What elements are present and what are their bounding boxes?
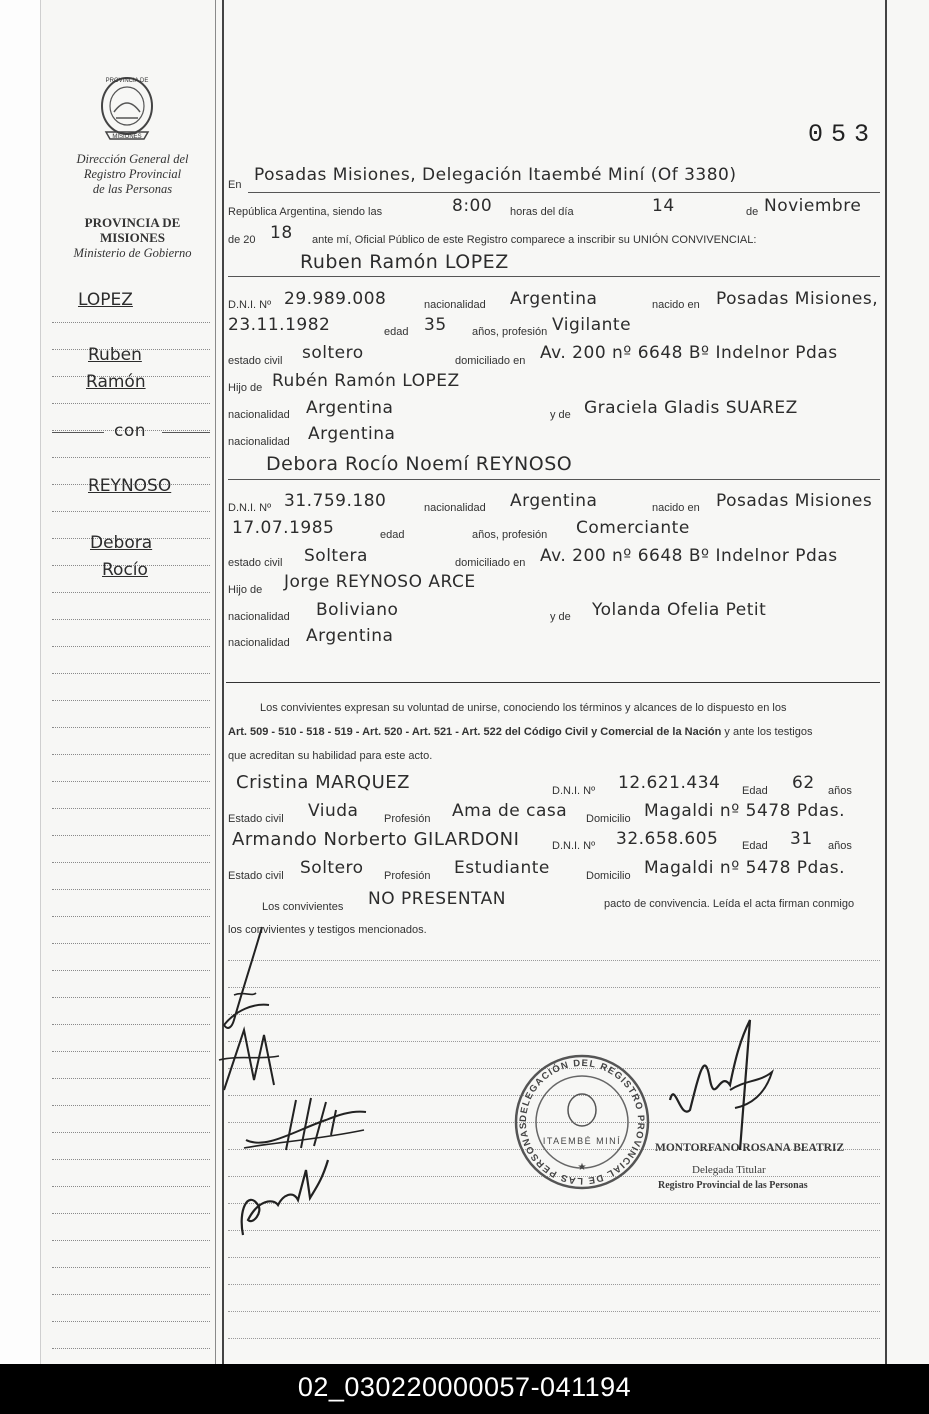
margin-ruled-line (52, 1078, 210, 1079)
left-binding-edge (0, 0, 41, 1364)
value-p1-profession: Vigilante (552, 315, 632, 335)
province-seal-icon (96, 72, 158, 142)
margin-ruled-line (52, 619, 210, 620)
body-ruled-line (228, 1257, 880, 1258)
label-p2-anos: años, profesión (472, 529, 548, 541)
line-place (248, 192, 880, 193)
official-signature-icon (660, 1010, 790, 1160)
value-month: Noviembre (764, 196, 862, 216)
body-ruled-line (228, 987, 880, 988)
margin-ruled-line (52, 1051, 210, 1052)
margin-surname-1: LOPEZ (78, 290, 133, 310)
label-p2-domiciliado: domiciliado en (455, 557, 526, 569)
label-p1-dni: D.N.I. Nº (228, 299, 272, 311)
value-p1-age: 35 (424, 315, 447, 335)
margin-dash-left (52, 432, 104, 433)
margin-ruled-line (52, 1186, 210, 1187)
margin-ruled-line (52, 997, 210, 998)
label-p1-hijo: Hijo de (228, 382, 263, 394)
label-comparece: ante mí, Oficial Público de este Registro comparece a inscribir su UNIÓN CONVIVENCIAL: (312, 234, 757, 246)
value-w1-address: Magaldi nº 5478 Pdas. (644, 801, 846, 821)
value-w2-profession: Estudiante (454, 858, 550, 878)
value-p1-father: Rubén Ramón LOPEZ (272, 371, 460, 391)
value-place: Posadas Misiones, Delegación Itaembé Miní (Of 3380) (254, 165, 737, 185)
margin-ruled-line (52, 673, 210, 674)
value-p2-nationality: Argentina (510, 491, 598, 511)
margin-ruled-line (52, 916, 210, 917)
margin-ruled-line (52, 1348, 210, 1349)
margin-ruled-line (52, 1267, 210, 1268)
value-p1-birthdate: 23.11.1982 (228, 315, 331, 335)
margin-ruled-line (52, 1321, 210, 1322)
label-w1-profesion: Profesión (384, 813, 431, 825)
value-p1-mother: Graciela Gladis SUAREZ (584, 398, 798, 418)
value-w2-age: 31 (790, 829, 813, 849)
margin-ruled-line (52, 1024, 210, 1025)
margin-ruled-line (52, 592, 210, 593)
legal-para-3: que acreditan su habilidad para este acto. (228, 750, 433, 762)
label-w2-edad: Edad (742, 840, 768, 852)
label-de: de (746, 206, 759, 218)
margin-ruled-line (52, 322, 210, 323)
value-p2-profession: Comerciante (576, 518, 690, 538)
label-p1-domiciliado: domiciliado en (455, 355, 526, 367)
body-ruled-line (228, 1338, 880, 1339)
margin-ruled-line (52, 1159, 210, 1160)
margin-dash-right (162, 432, 210, 433)
label-p2-nacido: nacido en (652, 502, 700, 514)
label-p2-nacionalidad: nacionalidad (424, 502, 486, 514)
margin-ruled-line (52, 889, 210, 890)
value-w1-dni: 12.621.434 (618, 773, 721, 793)
value-year: 18 (270, 223, 293, 243)
margin-given-2b: Rocío (102, 560, 148, 580)
label-p1-mother-nat: nacionalidad (228, 436, 290, 448)
value-p1-birthplace: Posadas Misiones, (716, 289, 879, 309)
value-p1-father-nat: Argentina (306, 398, 394, 418)
label-p1-nacionalidad: nacionalidad (424, 299, 486, 311)
margin-ruled-line (52, 1240, 210, 1241)
seal-text-top: PROVINCIA DE (105, 78, 149, 84)
seal-text-bottom: MISIONES (112, 134, 142, 140)
label-w2-dni: D.N.I. Nº (552, 840, 596, 852)
document-id: 02_030220000057-041194 (297, 1372, 632, 1402)
label-p1-yde: y de (550, 409, 571, 421)
value-w2-dni: 32.658.605 (616, 829, 719, 849)
label-w2-profesion: Profesión (384, 870, 431, 882)
stamp-ring-text: DELEGACIÓN DEL REGISTRO PROVINCIAL DE LAS PERSONAS (517, 1057, 647, 1187)
margin-ruled-line (52, 700, 210, 701)
value-w2-status: Soltero (300, 858, 364, 878)
value-w1-name: Cristina MARQUEZ (236, 772, 410, 793)
margin-ruled-line (52, 1132, 210, 1133)
margin-given-2a: Debora (90, 533, 153, 553)
stamp-center-text: ITAEMBÉ MINÍ (542, 1136, 622, 1146)
label-pacto: pacto de convivencia. Leída el acta firman conmigo (604, 898, 855, 910)
label-los-convivientes: Los convivientes (262, 901, 344, 913)
label-p2-mother-nat: nacionalidad (228, 637, 290, 649)
value-p1-name: Ruben Ramón LOPEZ (300, 251, 509, 273)
value-w1-profession: Ama de casa (452, 801, 568, 821)
label-final: los convivientes y testigos mencionados. (228, 924, 427, 936)
label-p1-nacido: nacido en (652, 299, 700, 311)
value-p1-mother-nat: Argentina (308, 424, 396, 444)
province-line-1: PROVINCIA DE (84, 215, 181, 230)
signature-1-icon (214, 925, 284, 1035)
margin-ruled-line (52, 835, 210, 836)
margin-ruled-line (52, 970, 210, 971)
value-p2-birthdate: 17.07.1985 (232, 518, 335, 538)
margin-ruled-line (52, 1213, 210, 1214)
value-p1-nationality: Argentina (510, 289, 598, 309)
label-p1-father-nat: nacionalidad (228, 409, 290, 421)
label-p2-father-nat: nacionalidad (228, 611, 290, 623)
legal-articles: Art. 509 - 510 - 518 - 519 - Art. 520 - Art. 521 - Art. 522 del Código Civil y Comercial de la Nación (228, 726, 722, 738)
province-line-2: MISIONES (99, 230, 166, 245)
legal-para-2-tail: y ante los testigos (721, 726, 813, 738)
value-w2-name: Armando Norberto GILARDONI (232, 829, 520, 850)
body-left-border (222, 0, 224, 1364)
org-line-3: de las Personas (92, 182, 173, 196)
body-ruled-line (228, 960, 880, 961)
label-w1-dni: D.N.I. Nº (552, 785, 596, 797)
value-day: 14 (652, 196, 675, 216)
value-w2-address: Magaldi nº 5478 Pdas. (644, 858, 846, 878)
signature-4-icon (228, 1150, 338, 1240)
body-ruled-line (228, 1311, 880, 1312)
label-w2-domicilio: Domicilio (586, 870, 631, 882)
margin-ruled-line (52, 781, 210, 782)
value-p2-father: Jorge REYNOSO ARCE (284, 572, 476, 592)
margin-ruled-line (52, 862, 210, 863)
margin-ruled-line (52, 754, 210, 755)
body-ruled-line (228, 1284, 880, 1285)
signature-2-icon (214, 1020, 284, 1095)
value-w1-status: Viuda (308, 801, 359, 821)
section-separator (226, 682, 880, 683)
value-p2-mother: Yolanda Ofelia Petit (592, 600, 767, 620)
margin-separator (215, 0, 216, 1364)
value-p1-status: soltero (302, 343, 364, 363)
value-p2-birthplace: Posadas Misiones (716, 491, 873, 511)
value-w1-age: 62 (792, 773, 815, 793)
registry-stamp-icon (512, 1052, 652, 1192)
act-number: 053 (807, 120, 877, 149)
label-p1-estado: estado civil (228, 355, 283, 367)
value-hour: 8:00 (452, 196, 493, 216)
label-w1-edad: Edad (742, 785, 768, 797)
org-line-1: Dirección General del (76, 152, 189, 166)
label-w2-estado: Estado civil (228, 870, 284, 882)
line-p1-name (228, 276, 880, 277)
value-p2-father-nat: Boliviano (316, 600, 399, 620)
margin-ruled-line (52, 457, 210, 458)
label-horas: horas del día (510, 206, 574, 218)
margin-given-1b: Ramón (86, 372, 146, 392)
label-p1-edad: edad (384, 326, 409, 338)
label-w1-estado: Estado civil (228, 813, 284, 825)
value-p1-dni: 29.989.008 (284, 289, 387, 309)
official-title: Delegada Titular (692, 1164, 766, 1176)
label-p2-dni: D.N.I. Nº (228, 502, 272, 514)
label-w2-anos: años (828, 840, 852, 852)
label-de-20: de 20 (228, 234, 256, 246)
margin-ruled-line (52, 403, 210, 404)
label-w1-domicilio: Domicilio (586, 813, 631, 825)
value-p2-mother-nat: Argentina (306, 626, 394, 646)
label-w1-anos: años (828, 785, 852, 797)
margin-ruled-line (52, 511, 210, 512)
label-republica: República Argentina, siendo las (228, 206, 383, 218)
margin-ruled-line (52, 1294, 210, 1295)
margin-ruled-line (52, 943, 210, 944)
value-p1-address: Av. 200 nº 6648 Bº Indelnor Pdas (540, 343, 838, 363)
label-en: En (228, 179, 242, 191)
label-p1-anos-profesion: años, profesión (472, 326, 548, 338)
label-p2-hijo: Hijo de (228, 584, 263, 596)
value-p2-status: Soltera (304, 546, 368, 566)
value-p2-name: Debora Rocío Noemí REYNOSO (266, 453, 573, 475)
ministry-label: Ministerio de Gobierno (73, 246, 192, 260)
margin-connector: con (114, 421, 147, 441)
label-p2-yde: y de (550, 611, 571, 623)
value-p2-dni: 31.759.180 (284, 491, 387, 511)
official-office: Registro Provincial de las Personas (658, 1180, 808, 1191)
margin-surname-2: REYNOSO (88, 476, 172, 496)
margin-ruled-line (52, 808, 210, 809)
value-pacto: NO PRESENTAN (368, 889, 506, 909)
label-p2-estado: estado civil (228, 557, 283, 569)
margin-given-1a: Ruben (88, 345, 142, 365)
official-name: MONTORFANO ROSANA BEATRIZ (655, 1142, 845, 1154)
org-line-2: Registro Provincial (83, 167, 182, 181)
margin-ruled-line (52, 727, 210, 728)
line-p2-name (228, 479, 880, 480)
body-right-border (885, 0, 887, 1364)
margin-ruled-line (52, 1105, 210, 1106)
legal-para-1: Los convivientes expresan su voluntad de unirse, conociendo los términos y alcances de lo dispuesto en los (260, 702, 787, 714)
svg-text:★: ★ (577, 1162, 587, 1173)
margin-ruled-line (52, 646, 210, 647)
label-p2-edad: edad (380, 529, 405, 541)
legal-para-2 (228, 721, 880, 744)
value-p2-address: Av. 200 nº 6648 Bº Indelnor Pdas (540, 546, 838, 566)
